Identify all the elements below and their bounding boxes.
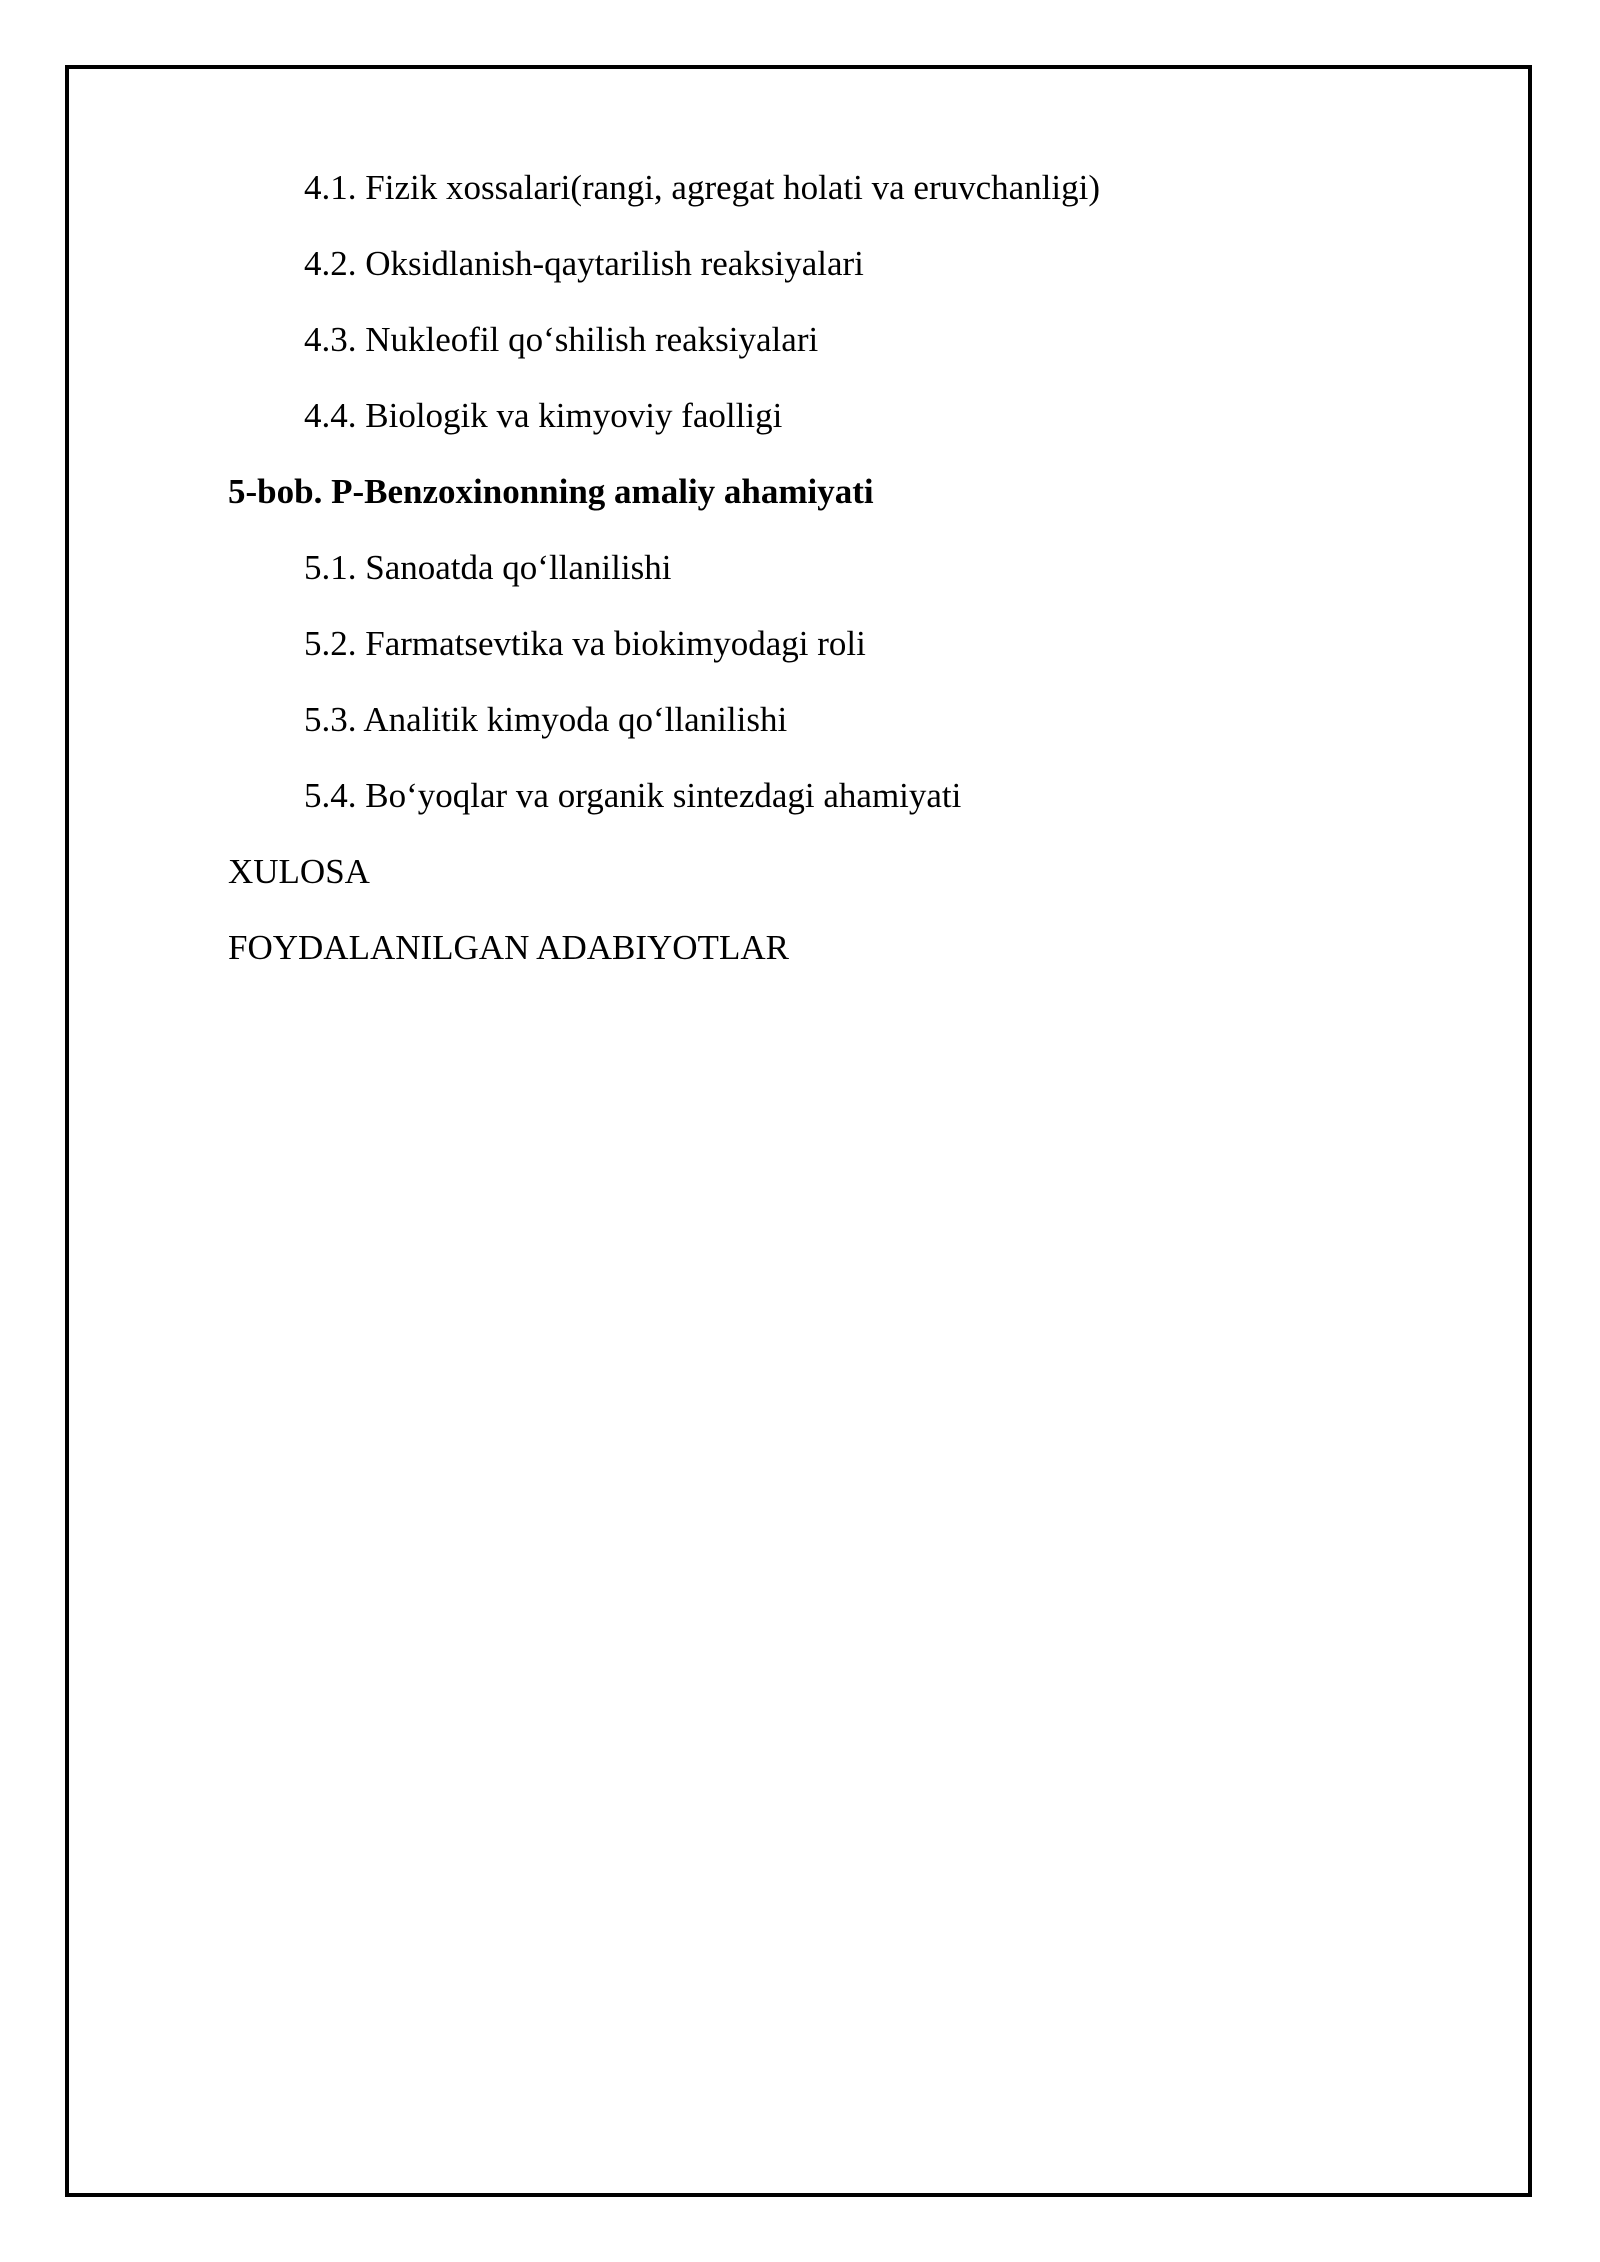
- toc-item-4-2: 4.2. Oksidlanish-qaytarilish reaksiyalari: [304, 244, 864, 283]
- toc-chapter-5: 5-bob. P-Benzoxinonning amaliy ahamiyati: [228, 472, 874, 511]
- toc-item-5-1: 5.1. Sanoatda qo‘llanilishi: [304, 548, 672, 587]
- toc-item-5-2: 5.2. Farmatsevtika va biokimyodagi roli: [304, 624, 866, 663]
- toc-item-4-1: 4.1. Fizik xossalari(rangi, agregat holati va eruvchanligi): [304, 168, 1100, 207]
- table-of-contents: [228, 150, 1478, 986]
- toc-item-5-3: 5.3. Analitik kimyoda qo‘llanilishi: [304, 700, 788, 739]
- toc-item-4-3: 4.3. Nukleofil qo‘shilish reaksiyalari: [304, 320, 819, 359]
- toc-item-5-4: 5.4. Bo‘yoqlar va organik sintezdagi ahamiyati: [304, 776, 962, 815]
- toc-item-4-4: 4.4. Biologik va kimyoviy faolligi: [304, 396, 783, 435]
- toc-conclusion: XULOSA: [228, 852, 370, 891]
- toc-references: FOYDALANILGAN ADABIYOTLAR: [228, 928, 789, 967]
